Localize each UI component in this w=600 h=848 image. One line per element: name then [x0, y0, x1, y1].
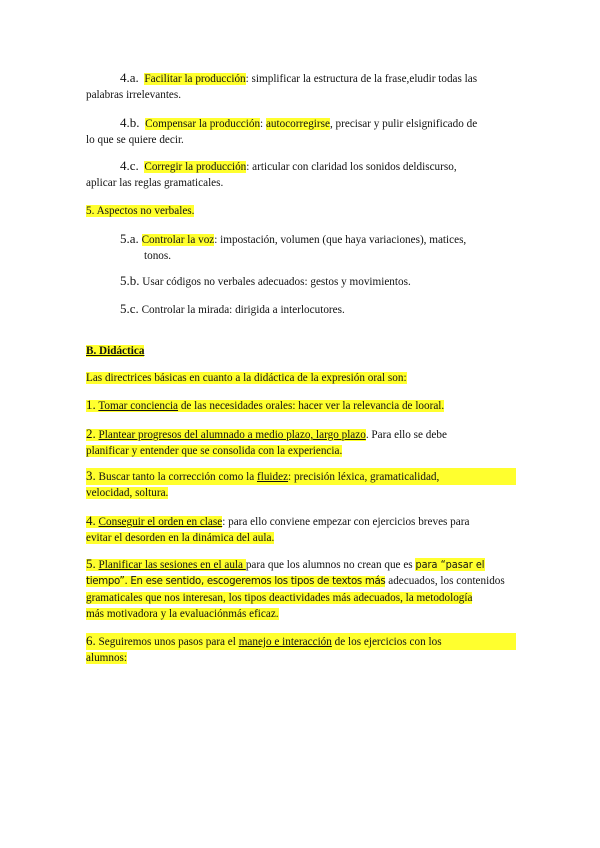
point-text: : para ello conviene empezar con ejercicios breves para — [222, 516, 470, 528]
section-intro — [86, 370, 407, 386]
point-1 — [86, 397, 516, 414]
item-5c — [120, 301, 345, 318]
item-number: 4.c. — [120, 158, 139, 173]
item-label: Corregir la producción — [144, 161, 247, 173]
point-text: . Para ello se debe — [365, 429, 447, 441]
item-text: Controlar la mirada: dirigida a interlocutores. — [141, 304, 345, 316]
item-text: : simplificar la estructura de la frase,eludir todas las — [245, 73, 478, 85]
point-number: 3. — [86, 468, 96, 483]
item-text-line2: palabras irrelevantes. — [86, 89, 182, 101]
point-3 — [86, 468, 516, 501]
point-4 — [86, 513, 516, 546]
point-text-line2: evitar el desorden en la dinámica del aula. — [86, 532, 275, 544]
section-heading — [86, 343, 144, 359]
item-number: 4.b. — [120, 115, 140, 130]
item-text: Usar códigos no verbales adecuados: gestos y movimientos. — [142, 276, 411, 288]
point-text-line2b: adecuados, los contenidos — [385, 575, 505, 587]
item-5b — [120, 273, 411, 290]
item-number: 4.a. — [120, 70, 139, 85]
item-text: : impostación, volumen (que haya variaciones), matices, — [214, 234, 467, 246]
point-text-line2: alumnos: — [86, 652, 128, 664]
item-text: , precisar y pulir elsignificado de — [329, 118, 478, 130]
point-label: manejo e interacción — [238, 636, 332, 648]
item-text-line2: tonos. — [144, 250, 172, 262]
point-text-line2a: tiempo”. En ese sentido, escogeremos los tipos de textos más — [86, 576, 386, 587]
item-label: Controlar la voz — [141, 234, 215, 246]
section-intro-text: Las directrices básicas en cuanto a la didáctica de la expresión oral son: — [86, 372, 407, 384]
item-number: 5.b. — [120, 273, 140, 288]
item-label-2: autocorregirse — [265, 118, 330, 130]
separator: : — [260, 118, 266, 130]
point-number: 2. — [86, 426, 96, 441]
item-4a — [86, 70, 516, 103]
point-text-pre: Buscar tanto la corrección como la — [95, 471, 257, 483]
item-5a — [120, 231, 516, 264]
item-number: 5.a. — [120, 231, 139, 246]
point-6 — [86, 633, 516, 666]
point-text-line4: más motivadora y la evaluaciónmás eficaz. — [86, 608, 279, 620]
point-number: 4. — [86, 513, 96, 528]
point-number: 1. — [86, 397, 96, 412]
point-text-line3: gramaticales que nos interesan, los tipos deactividades más adecuados, la metodología — [86, 592, 473, 604]
item-text: : articular con claridad los sonidos deldiscurso, — [246, 161, 457, 173]
point-label: Conseguir el orden en clase — [98, 516, 223, 528]
point-text-line2: velocidad, soltura. — [86, 487, 169, 499]
point-label: fluidez — [256, 471, 289, 483]
point-quote: para “pasar el — [415, 558, 485, 571]
item-label: Facilitar la producción — [144, 73, 246, 85]
point-text-pre: Seguiremos unos pasos para el — [95, 636, 239, 648]
point-label: Tomar conciencia — [98, 400, 179, 412]
item-5 — [86, 203, 194, 219]
point-label: Planificar las sesiones en el aula — [98, 559, 246, 571]
section-heading-text: B. Didáctica — [86, 345, 145, 357]
point-number: 6. — [86, 633, 96, 648]
point-number: 5. — [86, 556, 96, 571]
point-label: Plantear progresos del alumnado a medio plazo, largo plazo — [98, 429, 366, 441]
item-label: Compensar la producción — [145, 118, 261, 130]
point-2 — [86, 426, 516, 459]
item-4b — [86, 115, 516, 148]
point-text: de las necesidades orales: hacer ver la relevancia de looral. — [178, 400, 445, 412]
item-number: 5.c. — [120, 301, 139, 316]
point-text: de los ejercicios con los — [331, 636, 442, 648]
item-4c — [86, 158, 516, 191]
item-5-label: 5. Aspectos no verbales. — [86, 205, 195, 217]
item-text-line2: lo que se quiere decir. — [86, 134, 184, 146]
point-text: para que los alumnos no crean que es — [245, 559, 416, 571]
point-text-line2: planificar y entender que se consolida con la experiencia. — [86, 445, 343, 457]
point-text: : precisión léxica, gramaticalidad, — [288, 471, 440, 483]
point-5 — [86, 556, 516, 622]
item-text-line2: aplicar las reglas gramaticales. — [86, 177, 224, 189]
